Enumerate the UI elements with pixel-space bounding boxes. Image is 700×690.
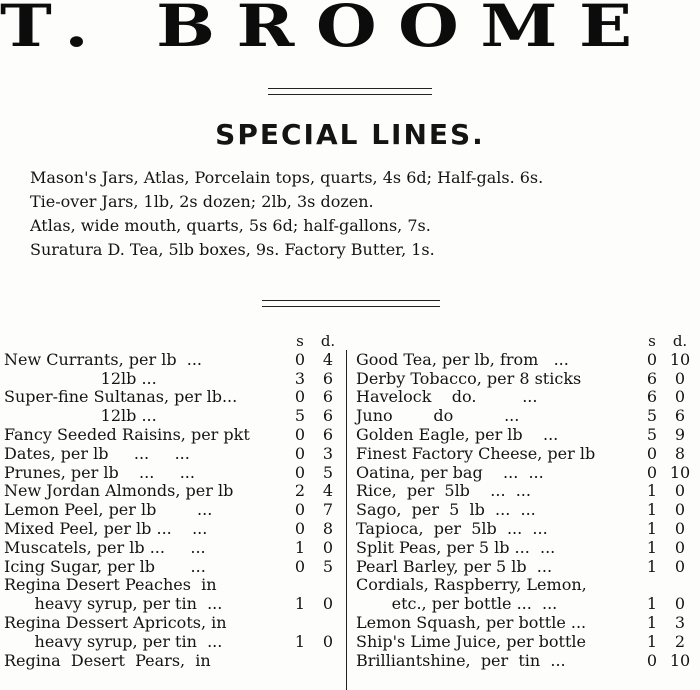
price-row (4, 388, 342, 407)
item-label: Finest Factory Cheese, per lb (356, 443, 596, 463)
price-row (4, 407, 342, 426)
price-row (356, 576, 698, 595)
pence-value: 0 (322, 537, 334, 557)
price-row (356, 370, 698, 389)
pence-value: 10 (669, 462, 691, 482)
item-label: Derby Tobacco, per 8 sticks (356, 368, 582, 388)
item-label: Regina Desert Peaches in (4, 575, 217, 595)
shillings-value: 0 (294, 424, 306, 444)
pence-value: 8 (674, 443, 686, 463)
shillings-value: 6 (646, 387, 658, 407)
shillings-value: 1 (294, 631, 306, 651)
price-row (4, 576, 342, 595)
pence-value: 0 (674, 368, 686, 388)
pence-value: 2 (674, 631, 686, 651)
double-rule-top (268, 88, 432, 95)
item-label: Dates, per lb ... ... (4, 443, 190, 463)
pence-value: 8 (322, 518, 334, 538)
item-label: New Currants, per lb ... (4, 349, 202, 369)
price-row (4, 633, 342, 652)
price-row (356, 388, 698, 407)
shillings-header: s (648, 332, 656, 350)
price-row (356, 426, 698, 445)
price-row (356, 595, 698, 614)
shillings-value: 1 (646, 594, 658, 614)
pence-value: 9 (674, 424, 686, 444)
pence-value: 6 (322, 406, 334, 426)
price-row (356, 652, 698, 671)
pence-value: 5 (322, 462, 334, 482)
price-row (4, 351, 342, 370)
pence-value: 0 (322, 594, 334, 614)
price-row (356, 407, 698, 426)
price-row (356, 539, 698, 558)
shillings-value: 6 (646, 368, 658, 388)
price-row (4, 652, 342, 671)
price-row (4, 482, 342, 501)
price-list-left (4, 332, 342, 670)
pence-value: 3 (322, 443, 334, 463)
column-divider (346, 350, 347, 690)
shillings-value: 0 (294, 443, 306, 463)
item-label: Tapioca, per 5lb ... ... (356, 518, 548, 538)
item-label: Super-fine Sultanas, per lb... (4, 387, 238, 407)
shillings-value: 0 (646, 443, 658, 463)
item-label: Muscatels, per lb ... ... (4, 537, 206, 557)
item-label: Oatina, per bag ... ... (356, 462, 544, 482)
shillings-value: 1 (646, 481, 658, 501)
item-label: Regina Dessert Apricots, in (4, 612, 227, 632)
pence-value: 4 (322, 481, 334, 501)
shillings-value: 3 (294, 368, 306, 388)
shillings-header: s (296, 332, 304, 350)
price-row (4, 445, 342, 464)
pence-value: 0 (674, 518, 686, 538)
item-label: etc., per bottle ... ... (356, 594, 558, 614)
price-row (4, 426, 342, 445)
item-label: heavy syrup, per tin ... (4, 594, 223, 614)
shillings-value: 1 (646, 537, 658, 557)
pence-value: 6 (674, 406, 686, 426)
shillings-value: 0 (294, 349, 306, 369)
pence-value: 0 (674, 556, 686, 576)
price-row (4, 558, 342, 577)
shillings-value: 2 (294, 481, 306, 501)
shillings-value: 5 (646, 406, 658, 426)
item-label: Icing Sugar, per lb ... (4, 556, 206, 576)
price-row (4, 501, 342, 520)
shillings-value: 0 (646, 650, 658, 670)
item-label: heavy syrup, per tin ... (4, 631, 223, 651)
item-label: Golden Eagle, per lb ... (356, 424, 559, 444)
section-heading: SPECIAL LINES. (215, 118, 485, 151)
item-label: Pearl Barley, per 5 lb ... (356, 556, 553, 576)
shillings-value: 5 (294, 406, 306, 426)
shillings-value: 1 (294, 537, 306, 557)
price-row (4, 595, 342, 614)
price-row (356, 558, 698, 577)
item-label: Lemon Peel, per lb ... (4, 500, 213, 520)
column-header (356, 332, 698, 351)
pence-header: d. (320, 332, 336, 350)
item-label: Good Tea, per lb, from ... (356, 349, 569, 369)
pence-header: d. (672, 332, 688, 350)
price-row (356, 351, 698, 370)
shillings-value: 0 (294, 556, 306, 576)
pence-value: 6 (322, 387, 334, 407)
shillings-value: 0 (294, 518, 306, 538)
price-row (356, 520, 698, 539)
shillings-value: 1 (646, 631, 658, 651)
shillings-value: 1 (646, 612, 658, 632)
store-title: T. BROOME (0, 0, 654, 60)
item-label: Fancy Seeded Raisins, per pkt (4, 424, 250, 444)
pence-value: 0 (322, 631, 334, 651)
pence-value: 10 (669, 349, 691, 369)
item-label: Havelock do. ... (356, 387, 538, 407)
price-row (356, 633, 698, 652)
item-label: Regina Desert Pears, in (4, 650, 211, 670)
price-row (356, 614, 698, 633)
item-label: Prunes, per lb ... ... (4, 462, 195, 482)
pence-value: 3 (674, 612, 686, 632)
shillings-value: 1 (646, 500, 658, 520)
shillings-value: 0 (646, 462, 658, 482)
price-list-right (356, 332, 698, 670)
pence-value: 7 (322, 500, 334, 520)
shillings-value: 0 (294, 462, 306, 482)
price-row (4, 614, 342, 633)
pence-value: 6 (322, 368, 334, 388)
shillings-value: 0 (294, 500, 306, 520)
item-label: Mixed Peel, per lb ... ... (4, 518, 208, 538)
price-row (4, 539, 342, 558)
special-lines-text (30, 166, 700, 262)
item-label: Brilliantshine, per tin ... (356, 650, 566, 670)
item-label: Cordials, Raspberry, Lemon, (356, 575, 587, 595)
pence-value: 0 (674, 537, 686, 557)
intro-line: Tie-over Jars, 1lb, 2s dozen; 2lb, 3s dozen. (30, 192, 374, 211)
price-row (4, 520, 342, 539)
price-row (356, 482, 698, 501)
price-row (356, 501, 698, 520)
item-label: 12lb ... (4, 368, 157, 388)
pence-value: 0 (674, 387, 686, 407)
shillings-value: 0 (294, 387, 306, 407)
shillings-value: 1 (646, 556, 658, 576)
price-row (4, 370, 342, 389)
double-rule-middle (262, 300, 440, 307)
intro-line: Suratura D. Tea, 5lb boxes, 9s. Factory Butter, 1s. (30, 240, 435, 259)
column-header (4, 332, 342, 351)
item-label: Sago, per 5 lb ... ... (356, 500, 536, 520)
shillings-value: 5 (646, 424, 658, 444)
pence-value: 6 (322, 424, 334, 444)
item-label: Lemon Squash, per bottle ... (356, 612, 587, 632)
item-label: Rice, per 5lb ... ... (356, 481, 531, 501)
intro-line: Atlas, wide mouth, quarts, 5s 6d; half-gallons, 7s. (30, 216, 431, 235)
shillings-value: 1 (294, 594, 306, 614)
pence-value: 0 (674, 594, 686, 614)
item-label: Juno do ... (356, 406, 520, 426)
price-row (356, 445, 698, 464)
price-row (4, 464, 342, 483)
pence-value: 10 (669, 650, 691, 670)
item-label: New Jordan Almonds, per lb (4, 481, 234, 501)
price-row (356, 464, 698, 483)
item-label: 12lb ... (4, 406, 157, 426)
pence-value: 5 (322, 556, 334, 576)
pence-value: 0 (674, 481, 686, 501)
shillings-value: 0 (646, 349, 658, 369)
shillings-value: 1 (646, 518, 658, 538)
intro-line: Mason's Jars, Atlas, Porcelain tops, quarts, 4s 6d; Half-gals. 6s. (30, 168, 544, 187)
item-label: Split Peas, per 5 lb ... ... (356, 537, 556, 557)
pence-value: 0 (674, 500, 686, 520)
item-label: Ship's Lime Juice, per bottle (356, 631, 586, 651)
pence-value: 4 (322, 349, 334, 369)
